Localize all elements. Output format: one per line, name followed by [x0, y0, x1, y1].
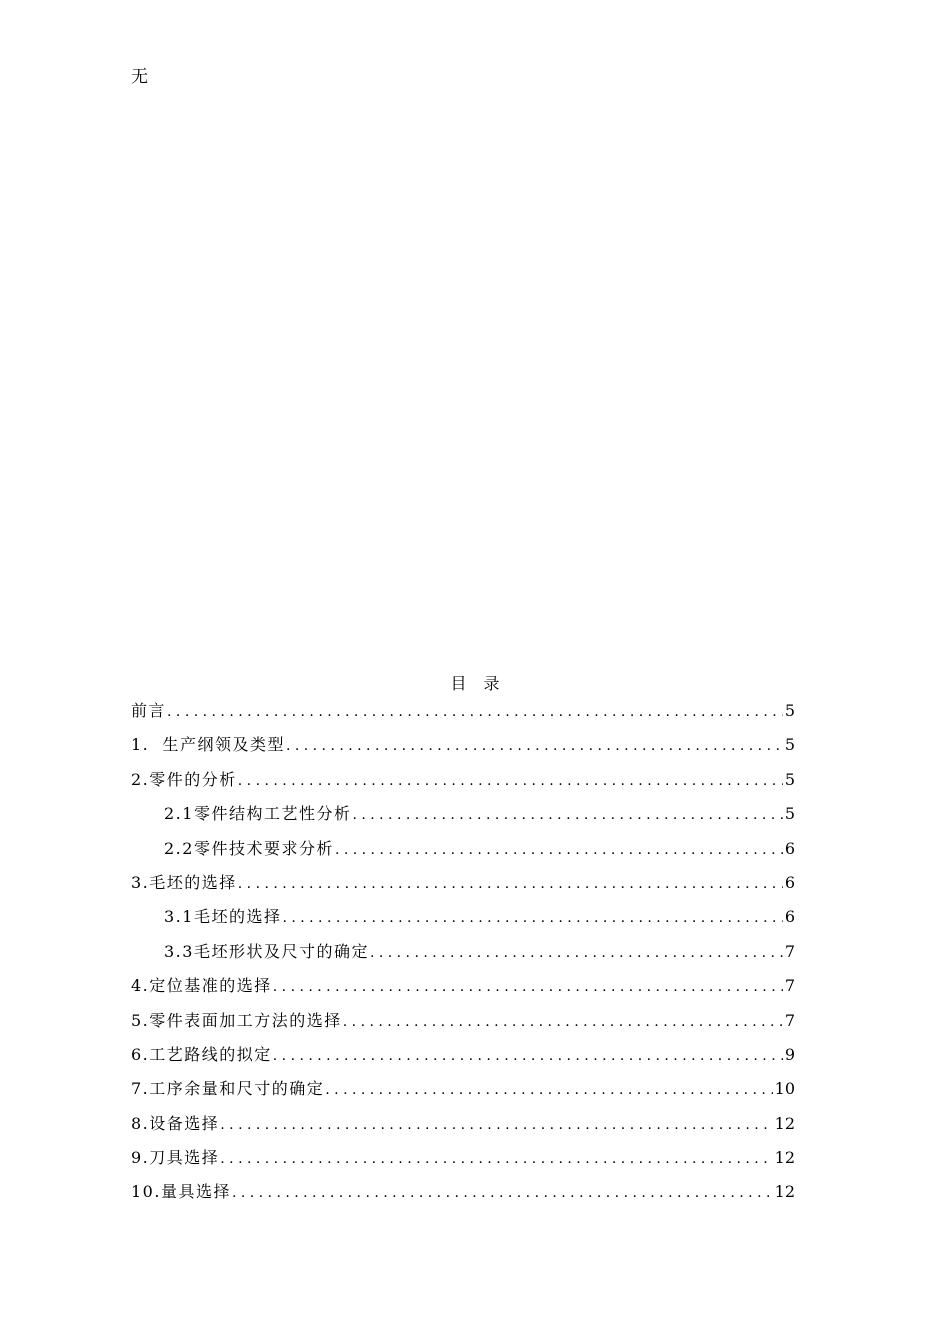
- toc-entry-label: 5.零件表面加工方法的选择: [131, 1010, 342, 1030]
- toc-entry[interactable]: [131, 1112, 795, 1146]
- toc-entry-page: 5: [784, 735, 795, 755]
- toc-entry-page: 7: [784, 941, 795, 961]
- toc-dot-leader: [220, 1112, 772, 1137]
- toc-entry[interactable]: [131, 1146, 795, 1180]
- toc-entry-page: 5: [784, 804, 795, 824]
- toc-entry-label: 2.1零件结构工艺性分析: [164, 804, 352, 824]
- toc-entry-label: 前言: [131, 701, 167, 720]
- toc-entry[interactable]: [131, 1180, 795, 1214]
- toc-entry-label: 2.2零件技术要求分析: [164, 838, 334, 858]
- toc-entry-page: 12: [774, 1182, 795, 1202]
- toc-dot-leader: [286, 733, 783, 758]
- toc-dot-leader: [238, 768, 783, 793]
- toc-entry-label: 3.3毛坯形状及尺寸的确定: [164, 941, 369, 961]
- toc-dot-leader: [370, 940, 783, 965]
- toc-entry-page: 6: [784, 907, 795, 927]
- toc-subentry[interactable]: [131, 837, 795, 871]
- toc-subentry[interactable]: [131, 940, 795, 974]
- toc-entry-page: 5: [784, 701, 795, 720]
- toc-entry-label: 10.量具选择: [131, 1182, 231, 1202]
- toc-entry[interactable]: [131, 699, 795, 733]
- toc-subentry[interactable]: [131, 802, 795, 836]
- toc-title: 目 录: [450, 674, 506, 693]
- toc-dot-leader: [220, 1146, 772, 1171]
- toc-entry-label: 8.设备选择: [131, 1113, 220, 1133]
- toc-entry-page: 10: [774, 1079, 795, 1099]
- toc-dot-leader: [325, 1077, 772, 1102]
- toc-entry-label: 9.刀具选择: [131, 1148, 220, 1168]
- toc-entry-page: 6: [784, 872, 795, 892]
- toc-entry-page: 7: [784, 1010, 795, 1030]
- toc-entry[interactable]: [131, 871, 795, 905]
- toc-entry-label: 1. 生产纲领及类型: [131, 735, 285, 755]
- toc-entry-label: 2.零件的分析: [131, 769, 237, 789]
- toc-entry[interactable]: [131, 1077, 795, 1111]
- toc-entry-page: 12: [774, 1113, 795, 1133]
- toc-dot-leader: [232, 1180, 773, 1205]
- toc-dot-leader: [238, 871, 783, 896]
- toc-dot-leader: [335, 837, 783, 862]
- toc-dot-leader: [352, 802, 782, 827]
- toc-entry-page: 9: [784, 1044, 795, 1064]
- toc-subentry[interactable]: [131, 905, 795, 939]
- toc-dot-leader: [167, 699, 783, 724]
- toc-entry[interactable]: [131, 974, 795, 1008]
- toc-dot-leader: [282, 905, 782, 930]
- toc-entry-label: 4.定位基准的选择: [131, 976, 272, 996]
- toc-entry-label: 7.工序余量和尺寸的确定: [131, 1079, 325, 1099]
- table-of-contents: [131, 699, 795, 1215]
- toc-entry-page: 6: [784, 838, 795, 858]
- toc-dot-leader: [273, 1043, 783, 1068]
- toc-entry[interactable]: [131, 1009, 795, 1043]
- toc-entry-page: 7: [784, 976, 795, 996]
- toc-entry-label: 3.1毛坯的选择: [164, 907, 282, 927]
- toc-dot-leader: [343, 1009, 783, 1034]
- toc-entry[interactable]: [131, 733, 795, 767]
- toc-entry[interactable]: [131, 1043, 795, 1077]
- toc-entry-page: 5: [784, 769, 795, 789]
- toc-entry-label: 6.工艺路线的拟定: [131, 1044, 272, 1064]
- toc-entry-label: 3.毛坯的选择: [131, 872, 237, 892]
- header-text: 无: [131, 67, 148, 87]
- toc-entry-page: 12: [774, 1148, 795, 1168]
- toc-entry[interactable]: [131, 768, 795, 802]
- toc-dot-leader: [273, 974, 783, 999]
